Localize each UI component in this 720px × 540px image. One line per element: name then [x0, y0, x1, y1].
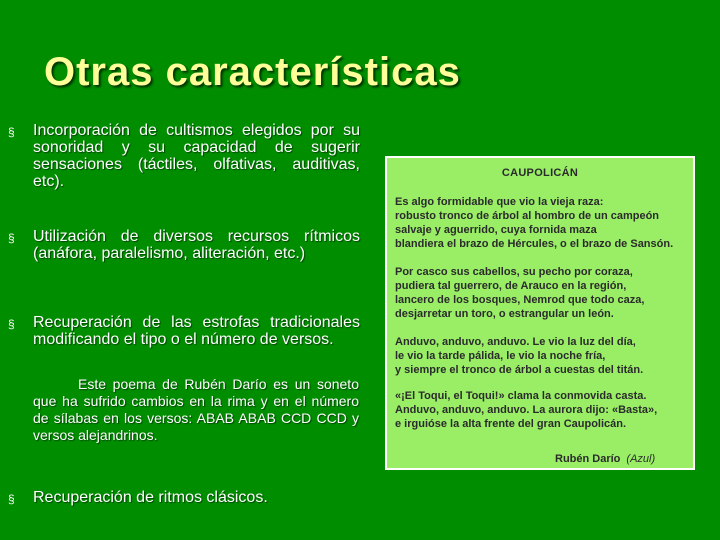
poem-verse: Por casco sus cabellos, su pecho por coraza, [395, 266, 633, 278]
bullet-estrofas [8, 314, 360, 348]
bullet-text: Recuperación de ritmos clásicos. [33, 489, 268, 506]
poem-stanza-2 [395, 265, 689, 321]
bullet-marker-icon: § [8, 492, 15, 506]
bullet-ritmos-clasicos [8, 489, 360, 506]
poem-verse: salvaje y aguerrido, cuya fornida maza [395, 224, 597, 236]
poem-verse: robusto tronco de árbol al hombro de un campeón [395, 210, 660, 222]
poem-source: (Azul) [626, 453, 656, 465]
poem-stanza-4 [395, 389, 689, 431]
poem-verse: y siempre el tronco de árbol a cuestas del titán. [395, 364, 644, 376]
poem-image [385, 156, 695, 470]
poem-verse: Anduvo, anduvo, anduvo. Le vio la luz del día, [395, 336, 636, 348]
bullet-text: Utilización de diversos recursos rítmicos (anáfora, paralelismo, aliteración, etc.) [33, 228, 360, 262]
bullet-text: Recuperación de las estrofas tradicionales modificando el tipo o el número de versos. [33, 314, 360, 348]
poem-verse: desjarretar un toro, o estrangular un león. [395, 308, 614, 320]
slide-title: Otras características [44, 50, 461, 94]
poem-verse: Es algo formidable que vio la vieja raza: [395, 196, 604, 208]
poem-verse: pudiera tal guerrero, de Arauco en la región, [395, 280, 627, 292]
bullet-text: Incorporación de cultismos elegidos por su sonoridad y su capacidad de sugerir sensaciones (táctiles, olfativas, auditivas, etc). [33, 122, 360, 190]
bullet-marker-icon: § [8, 125, 15, 139]
bullet-marker-icon: § [8, 231, 15, 245]
poem-stanza-1 [395, 195, 689, 251]
bullet-cultismos [8, 122, 360, 190]
poem-verse: Anduvo, anduvo, anduvo. La aurora dijo: «Basta», [395, 404, 658, 416]
bullet-recursos-ritmicos [8, 228, 360, 262]
poem-author: Rubén Darío [555, 453, 621, 465]
poem-verse: lancero de los bosques, Nemrod que todo caza, [395, 294, 645, 306]
bullet-marker-icon: § [8, 317, 15, 331]
poem-note: Este poema de Rubén Darío es un soneto que ha sufrido cambios en la rima y en el número de sílabas en los versos: ABAB ABAB CCD CCD y versos alejandrinos. [33, 376, 359, 443]
poem-title: CAUPOLICÁN [501, 167, 579, 179]
poem-verse: «¡El Toqui, el Toqui!» clama la conmovida casta. [395, 390, 647, 402]
poem-verse: le vio la tarde pálida, le vio la noche fría, [395, 350, 606, 362]
poem-verse: e irguióse la alta frente del gran Caupolicán. [395, 418, 627, 430]
poem-verse: blandiera el brazo de Hércules, o el brazo de Sansón. [395, 238, 674, 250]
poem-stanza-3 [395, 335, 689, 377]
poem-signature [555, 452, 655, 466]
